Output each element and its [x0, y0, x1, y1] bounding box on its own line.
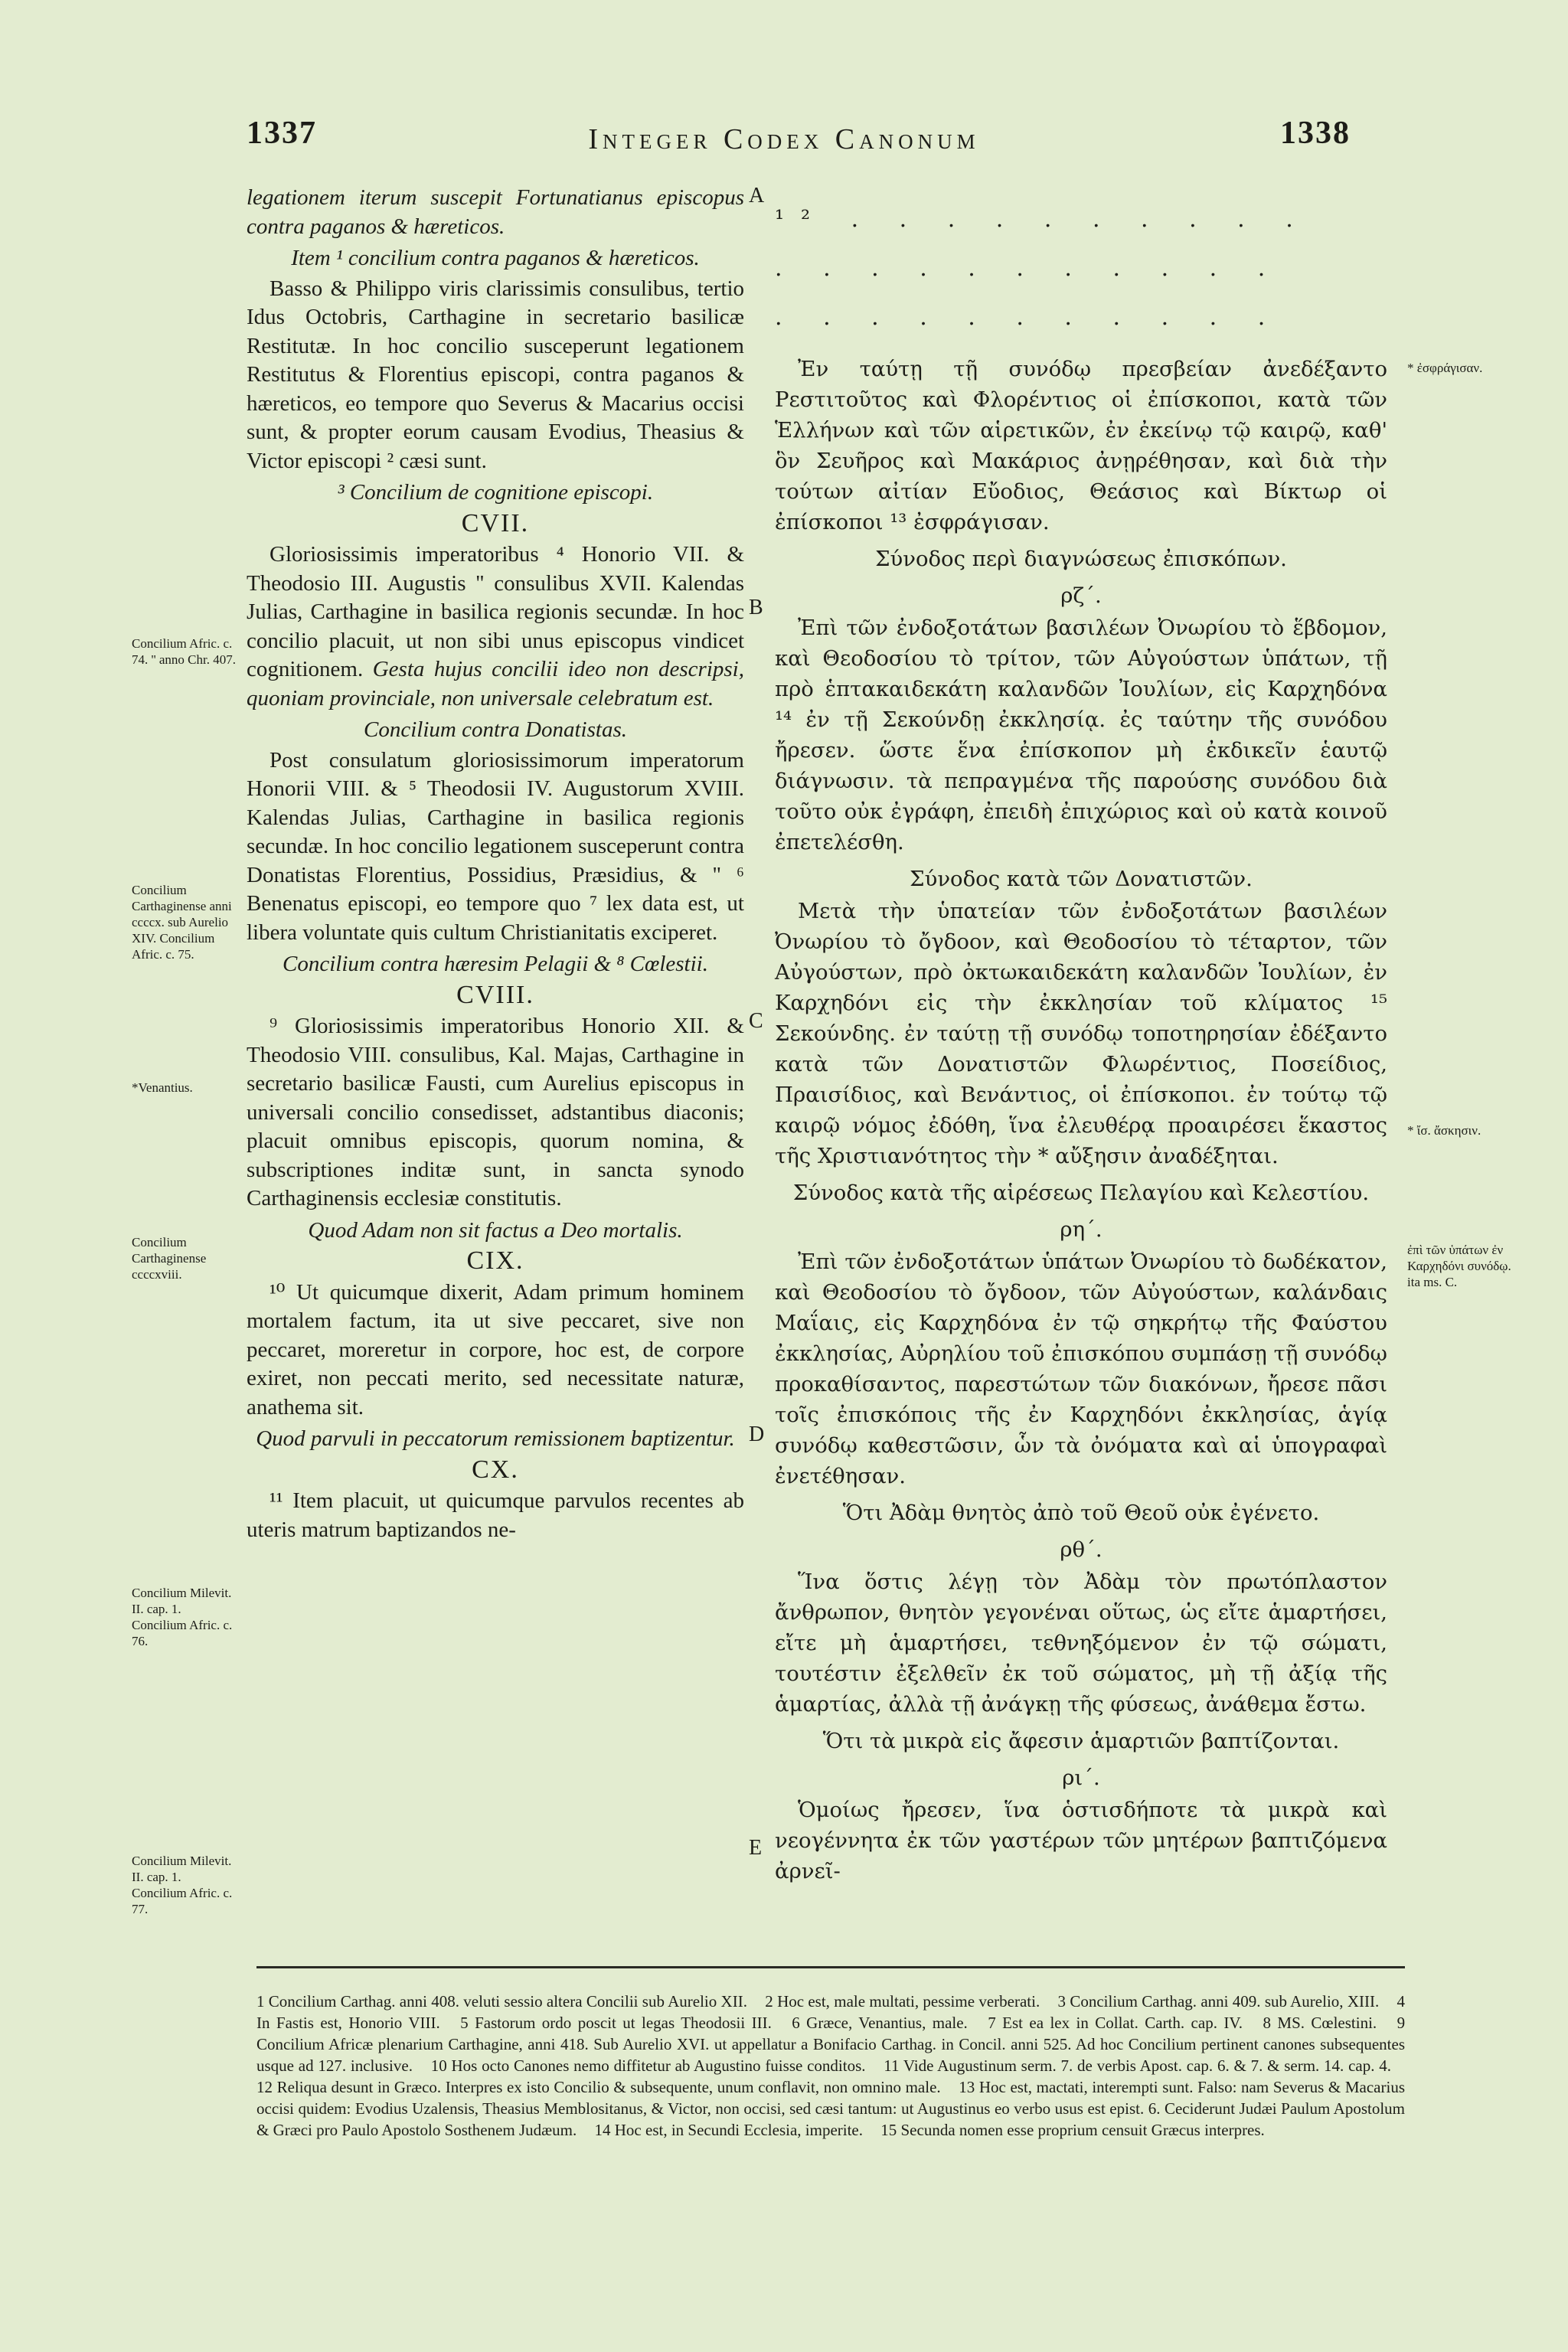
- greek-paragraph: Μετὰ τὴν ὑπατείαν τῶν ἐνδοξοτάτων βασιλέων Ὀνωρίου τὸ ὄγδοον, καὶ Θεοδοσίου τὸ τέταρτον, τῶν Αὐγούστων, πρὸ ὀκτωκαιδεκάτη καλανδῶν Ἰουλίων, ἐν Καρχηδόνι εἰς τὴν ἐκκλησίαν τοῦ κλίματος ¹⁵ Σεκούνδης. ἐν ταύτῃ τῇ συνόδῳ τοποτηρησίαν ἐδέξαντο κατὰ τῶν Δονατιστῶν Φλωρέντιος, Ποσείδιος, Πραισίδιος, καὶ Βενάντιος, οἱ ἐπίσκοποι. ἐν τούτῳ τῷ καιρῷ νόμος ἐδόθη, ἵνα ἐλευθέρᾳ προαιρέσει ἕκαστος τῆς Χριστιανότητος τὴν * αὔξησιν ἀναδέξηται.: [775, 899, 1387, 1168]
- ellipsis-row: . . . . . . . . . . .: [775, 255, 1282, 282]
- footnotes: [256, 1991, 1405, 2141]
- footnote: 15 Secunda nomen esse proprium censuit Græcus interpres.: [880, 2121, 1265, 2139]
- footnote: 9 Concilium Africæ plenarium Carthagine, anni 418. Sub Aurelio XVI. ut appellatur a Bonifacio Carthag. in Concil. anni 525. Ad hoc Concilium pertinent canones subsequentes usque ad 127. inclusive.: [256, 2014, 1406, 2075]
- footnote-rule: [256, 1966, 1405, 1968]
- paragraph: Basso & Philippo viris clarissimis consulibus, tertio Idus Octobris, Carthagine in secretario basilicæ Restitutæ. In hoc concilio susceperunt legationem Restitutus & Florentius episcopi, contra paganos & hæreticos, eo tempore quo Severus & Macarius occisi sunt, & propter eorum causam Evodius, Theasius & Victor episcopi ² cæsi sunt.: [247, 276, 744, 473]
- greek-heading: Ὅτι Ἀδὰμ θνητὸς ἀπὸ τοῦ Θεοῦ οὐκ ἐγένετο.: [842, 1501, 1320, 1525]
- ellipsis-row: . . . . . . . . . . .: [775, 304, 1282, 331]
- margin-note: Concilium Milevit. II. cap. 1. Concilium Afric. c. 76.: [132, 1586, 233, 1648]
- greek-chapter-number: ρη΄.: [1060, 1217, 1102, 1242]
- paragraph: legationem iterum suscepit Fortunatianus episcopus contra paganos & hæreticos.: [247, 185, 744, 239]
- running-title: Integer Codex Canonum: [588, 123, 980, 155]
- paragraph: [247, 541, 744, 713]
- paragraph: Post consulatum gloriosissimorum imperatorum Honorii VIII. & ⁵ Theodosii IV. Augustorum XVIII. Kalendas Julias, Carthagine in basilica regionis secundæ. In hoc concilio legationem susceperunt contra Donatistas Florentius, Possidius, Præsidius, & '' ⁶ Benenatus episcopi, eo tempore quo ⁷ lex data est, ut libera voluntate quis cultum Christianitatis exciperet.: [247, 747, 744, 945]
- footnote: 7 Est ea lex in Collat. Carth. cap. IV.: [988, 2014, 1243, 2032]
- paragraph: ¹⁰ Ut quicumque dixerit, Adam primum hominem mortalem factum, ita ut sive peccaret, sive non peccaret, moreretur in corpore, hoc est, de corpore exiret, non peccati merito, sed necessitate naturæ, anathema sit.: [247, 1279, 744, 1419]
- footnote: 14 Hoc est, in Secundi Ecclesia, imperite.: [594, 2121, 863, 2139]
- greek-paragraph: Ἐπὶ τῶν ἐνδοξοτάτων βασιλέων Ὀνωρίου τὸ ἕβδομον, καὶ Θεοδοσίου τὸ τρίτον, τῶν Αὐγούστων ὑπάτων, τῇ πρὸ ἑπτακαιδεκάτη καλανδῶν Ἰουλίων, εἰς Καρχηδόνα ¹⁴ ἐν τῇ Σεκούνδῃ ἐκκλησίᾳ. ἐς ταύτην τῆς συνόδου ἤρεσεν. ὥστε ἕνα ἐπίσκοπον μὴ ἐκδικεῖν ἑαυτῷ διάγνωσιν. τὰ πεπραγμένα τῆς παρούσης συνόδου διὰ τοῦτο οὐκ ἐγράφη, ἐπειδὴ ἐπιχώριος καὶ οὐ κατὰ κοινοῦ ἐπετελέσθη.: [775, 616, 1387, 854]
- section-marker-c: C: [749, 1009, 763, 1033]
- greek-chapter-number: ρθ΄.: [1060, 1537, 1102, 1562]
- footnote: 5 Fastorum ordo poscit ut legas Theodosii III.: [460, 2014, 772, 2032]
- section-heading: Item ¹ concilium contra paganos & hæreticos.: [291, 246, 700, 270]
- greek-paragraph: Ἐν ταύτῃ τῇ συνόδῳ πρεσβείαν ἀνεδέξαντο Ρεστιτοῦτος καὶ Φλορέντιος οἱ ἐπίσκοποι, κατὰ τῶν Ἑλλήνων καὶ τῶν αἱρετικῶν, ἐν ἐκείνῳ τῷ καιρῷ, καθ' ὃν Σευῆρος καὶ Μακάριος ἀνῃρέθησαν, καὶ διὰ τὴν τούτων αἰτίαν Εὔοδιος, Θεάσιος καὶ Βίκτωρ οἱ ἐπίσκοποι ¹³ ἐσφράγισαν.: [775, 357, 1387, 534]
- paragraph: ¹¹ Item placuit, ut quicumque parvulos recentes ab uteris matrum baptizandos ne-: [247, 1488, 744, 1542]
- section-marker-e: E: [749, 1836, 763, 1860]
- greek-heading: Σύνοδος κατὰ τῆς αἱρέσεως Πελαγίου καὶ Κελεστίου.: [792, 1181, 1370, 1205]
- section-heading: Quod Adam non sit factus a Deo mortalis.: [308, 1217, 683, 1243]
- footnote: 11 Vide Augustinum serm. 7. de verbis Apost. cap. 6. & 7. & serm. 14. cap. 4.: [884, 2056, 1391, 2075]
- margin-note: Concilium Carthaginense ccccxviii.: [132, 1235, 207, 1282]
- section-marker-d: D: [749, 1423, 765, 1446]
- section-marker-b: B: [749, 596, 763, 619]
- footnote: 10 Hos octo Canones nemo diffitetur ab Augustino fuisse conditos.: [430, 2056, 866, 2075]
- greek-heading: Ὅτι τὰ μικρὰ εἰς ἄφεσιν ἁμαρτιῶν βαπτίζονται.: [822, 1729, 1340, 1753]
- margin-note: Concilium Afric. c. 74. '' anno Chr. 407.: [132, 636, 236, 667]
- latin-column: [247, 184, 744, 1546]
- greek-paragraph: Ὁμοίως ἤρεσεν, ἵνα ὁστισδήποτε τὰ μικρὰ καὶ νεογέννητα ἐκ τῶν γαστέρων τῶν μητέρων βαπτιζόμενα ἀρνεῖ-: [775, 1798, 1387, 1883]
- section-heading: Concilium contra hæresim Pelagii & ⁸ Cœlestii.: [283, 952, 708, 976]
- footnote: 12 Reliqua desunt in Græco. Interpres ex isto Concilio & subsequente, unum conflavit, non omnino male.: [256, 2078, 941, 2096]
- section-heading: Concilium contra Donatistas.: [364, 717, 627, 742]
- margin-note: *Venantius.: [132, 1080, 193, 1095]
- footnote: 8 MS. Cœlestini.: [1263, 2014, 1377, 2032]
- ellipsis-row: ¹² . . . . . . . . . .: [775, 206, 1310, 233]
- margin-note: ἐπὶ τῶν ὑπάτων ἐν Καρχηδόνι συνόδῳ. ita ms. C.: [1407, 1243, 1511, 1289]
- section-heading: Quod parvuli in peccatorum remissionem baptizentur.: [256, 1426, 735, 1451]
- greek-paragraph: Ἵνα ὅστις λέγῃ τὸν Ἀδὰμ τὸν πρωτόπλαστον ἄνθρωπον, θνητὸν γεγονέναι οὕτως, ὡς εἴτε ἁμαρτήσει, εἴτε μὴ ἁμαρτήσει, τεθνηξόμενον ἐν τῷ σώματι, τουτέστιν ἐξελθεῖν ἐκ τοῦ σώματος, μὴ τῇ ἀξίᾳ τῆς ἁμαρτίας, ἀλλὰ τῇ ἀνάγκῃ τῆς φύσεως, ἀνάθεμα ἔστω.: [775, 1570, 1387, 1717]
- greek-chapter-number: ρζ΄.: [1060, 583, 1102, 608]
- greek-column: [775, 184, 1387, 1888]
- editor-note: Gesta hujus concilii ideo non descripsi, quoniam provinciale, non universale celebratum est.: [247, 657, 744, 710]
- greek-heading: Σύνοδος κατὰ τῶν Δονατιστῶν.: [910, 867, 1253, 891]
- greek-chapter-number: ρι΄.: [1062, 1766, 1100, 1790]
- margin-note: Concilium Carthaginense anni ccccx. sub Aurelio XIV. Concilium Afric. c. 75.: [132, 883, 232, 962]
- footnote: 6 Græce, Venantius, male.: [792, 2014, 968, 2032]
- footnote: 3 Concilium Carthag. anni 409. sub Aurelio, XIII.: [1057, 1992, 1380, 2011]
- paragraph-text: Gloriosissimis imperatoribus ⁴ Honorio VII. & Theodosio III. Augustis '' consulibus XVII. Kalendas Julias, Carthagine in basilica regionis secundæ. In hoc concilio placuit, ut non sibi unus episcopus vindicet cognitionem.: [247, 542, 744, 681]
- footnote: 2 Hoc est, male multati, pessime verberati.: [765, 1992, 1040, 2011]
- page-number-left: 1337: [247, 116, 317, 151]
- paragraph: ⁹ Gloriosissimis imperatoribus Honorio XII. & Theodosio VIII. consulibus, Kal. Majas, Carthagine in secretario basilicæ Fausti, cum Aurelius episcopus in universali concilio consedisset, adstantibus diaconis; placuit omnibus episcopis, quorum nomina, & subscriptiones inditæ sunt, in sancta synodo Carthaginensis ecclesiæ constitutis.: [247, 1014, 744, 1210]
- chapter-number: CVIII.: [456, 980, 534, 1009]
- margin-note: * ἐσφράγισαν.: [1407, 361, 1483, 375]
- chapter-number: CIX.: [466, 1246, 524, 1275]
- footnote: 4 In Fastis est, Honorio VIII.: [256, 1992, 1406, 2032]
- footnote: 1 Concilium Carthag. anni 408. veluti sessio altera Concilii sub Aurelio XII.: [256, 1992, 747, 2011]
- greek-paragraph: Ἐπὶ τῶν ἐνδοξοτάτων ὑπάτων Ὀνωρίου τὸ δωδέκατον, καὶ Θεοδοσίου τὸ ὄγδοον, τῶν Αὐγούστων, καλάνδαις Μαΐαις, εἰς Καρχηδόνα ἐν τῷ σηκρήτῳ τῆς Φαύστου ἐκκλησίας, Αὐρηλίου τοῦ ἐπισκόπου συμπάσῃ τῇ συνόδῳ προκαθίσαντος, παρεστώτων τῶν διακόνων, ἤρεσε πᾶσι τοῖς ἐπισκόποις τῆς ἐν Καρχηδόνι ἐκκλησίας, ἁγίᾳ συνόδῳ καθεστῶσιν, ὧν τὰ ὀνόματα καὶ αἱ ὑπογραφαὶ ἐνετέθησαν.: [775, 1250, 1387, 1488]
- chapter-number: CX.: [472, 1455, 519, 1484]
- section-heading: ³ Concilium de cognitione episcopi.: [337, 480, 654, 505]
- margin-note: Concilium Milevit. II. cap. 1. Concilium Afric. c. 77.: [132, 1854, 233, 1916]
- greek-heading: Σύνοδος περὶ διαγνώσεως ἐπισκόπων.: [875, 547, 1287, 571]
- margin-note: * ἴσ. ἄσκησιν.: [1407, 1123, 1481, 1138]
- page-number-right: 1338: [1280, 116, 1351, 151]
- footnote: 13 Hoc est, mactati, interempti sunt. Falso: nam Severus & Macarius occisi quidem: Evodius Uzalensis, Theasius Memblositanus, & Victor, non occisi, sed cæsi tantum: ut Augustinus eo verbo usus est epist. 6. Ceciderunt Judæi Paulum Apostolum & Græci pro Paulo Apostolo Sosthenem Judæum.: [256, 2078, 1405, 2139]
- section-marker-a: A: [749, 184, 765, 207]
- chapter-number: CVII.: [461, 508, 530, 537]
